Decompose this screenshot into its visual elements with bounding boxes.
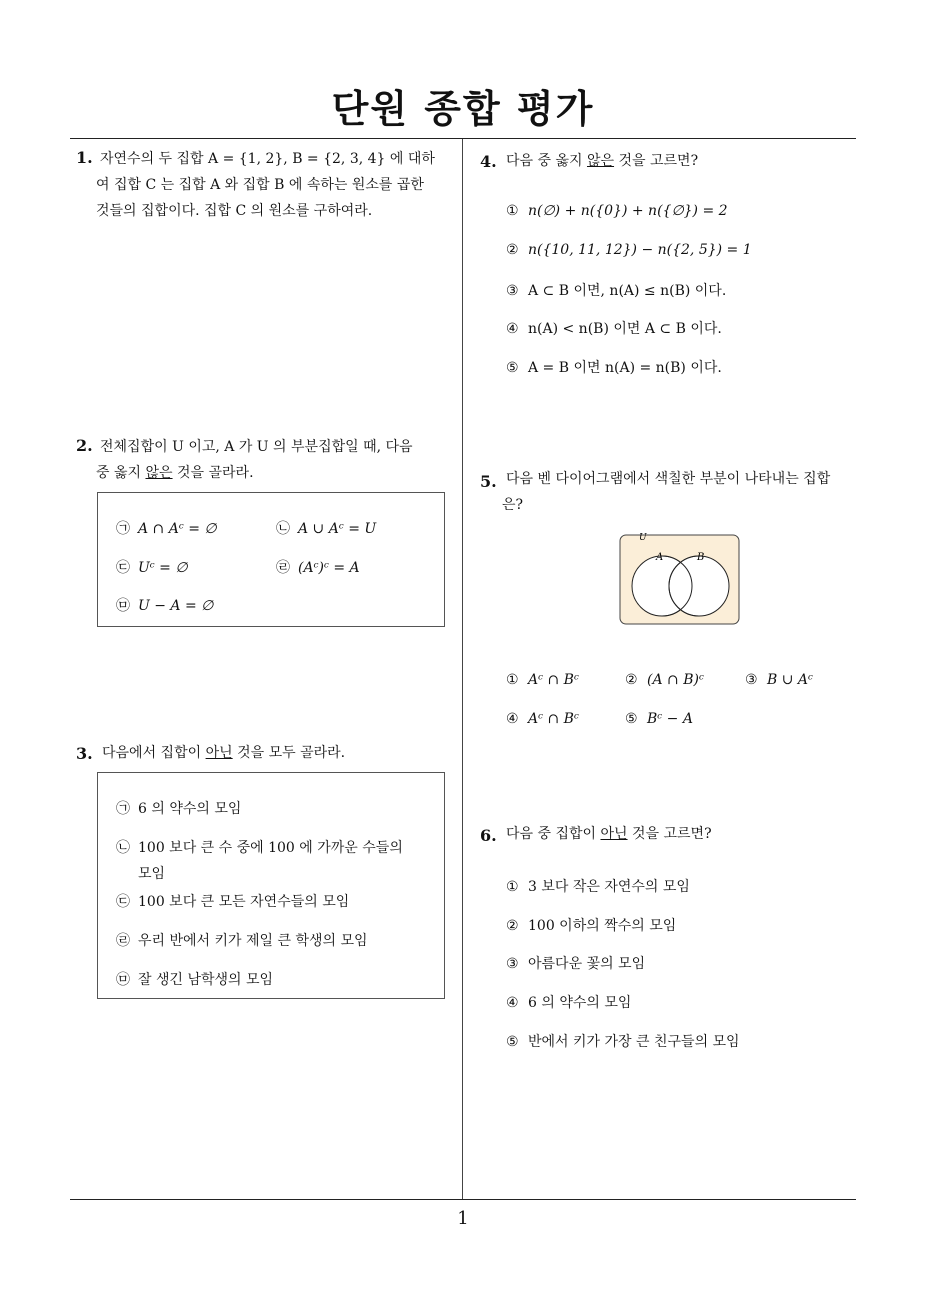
q2-choice: ㉣ (Aᶜ)ᶜ = A [276, 560, 360, 576]
q1-line-1: 자연수의 두 집합 A = {1, 2}, B = {2, 3, 4} 에 대하 [100, 151, 435, 167]
q1-line-3: 것들의 집합이다. 집합 C 의 원소를 구하여라. [96, 203, 373, 219]
q4-option: ⑤ A = B 이면 n(A) = n(B) 이다. [506, 360, 722, 376]
question-number: 2. [76, 436, 93, 455]
q4-option: ④ n(A) < n(B) 이면 A ⊂ B 이다. [506, 321, 722, 337]
page-number: 1 [457, 1208, 469, 1229]
venn-label-u: U [639, 533, 647, 543]
question-6: 다음 중 집합이 아닌 것을 고르면? [506, 826, 712, 842]
q3-choice-cont: 모임 [138, 866, 166, 882]
q2-choice: ㉠ A ∩ Aᶜ = ∅ [116, 521, 217, 537]
q1-line-2: 여 집합 C 는 집합 A 와 집합 B 에 속하는 원소를 곱한 [96, 177, 424, 193]
question-number: 4. [480, 152, 497, 171]
question-number: 3. [76, 744, 93, 763]
venn-label-b: B [697, 552, 705, 563]
q5-option: ⑤ Bᶜ − A [625, 711, 693, 727]
question-2 [96, 434, 462, 486]
question-number: 6. [480, 826, 497, 845]
question-1 [96, 146, 462, 224]
column-divider [462, 139, 463, 1199]
venn-label-a: A [656, 552, 664, 563]
q6-option: ⑤ 반에서 키가 가장 큰 친구들의 모임 [506, 1034, 740, 1050]
q6-option: ② 100 이하의 짝수의 모임 [506, 918, 677, 934]
q2-line-2: 중 옳지 않은 것을 골라라. [96, 465, 254, 481]
q2-line-1: 전체집합이 U 이고, A 가 U 의 부분집합일 때, 다음 [100, 439, 413, 455]
q2-choice: ㉡ A ∪ Aᶜ = U [276, 521, 377, 537]
top-rule [70, 138, 856, 139]
bottom-rule [70, 1199, 856, 1200]
q2-choice: ㉢ Uᶜ = ∅ [116, 560, 188, 576]
q4-option: ② n({10, 11, 12}) − n({2, 5}) = 1 [506, 242, 752, 258]
q3-choice: ㉠ 6 의 약수의 모임 [116, 801, 242, 817]
venn-diagram [619, 532, 741, 626]
q3-choice: ㉡ 100 보다 큰 수 중에 100 에 가까운 수들의 [116, 840, 403, 856]
q6-option: ① 3 보다 작은 자연수의 모임 [506, 879, 690, 895]
question-4: 다음 중 옳지 않은 것을 고르면? [506, 153, 699, 169]
q5-option: ④ Aᶜ ∩ Bᶜ [506, 711, 579, 727]
question-5 [502, 466, 858, 518]
question-number: 1. [76, 148, 93, 167]
question-number: 5. [480, 472, 497, 491]
q3-choice: ㉢ 100 보다 큰 모든 자연수들의 모임 [116, 894, 350, 910]
q6-option: ④ 6 의 약수의 모임 [506, 995, 632, 1011]
q5-line-2: 은? [502, 497, 524, 513]
question-3: 다음에서 집합이 아닌 것을 모두 골라라. [102, 745, 346, 761]
q4-option: ③ A ⊂ B 이면, n(A) ≤ n(B) 이다. [506, 283, 727, 299]
page-title: 단원 종합 평가 [331, 87, 595, 131]
q5-option: ② (A ∩ B)ᶜ [625, 672, 704, 688]
q4-option: ① n(∅) + n({0}) + n({∅}) = 2 [506, 203, 728, 219]
q6-option: ③ 아름다운 꽃의 모임 [506, 956, 646, 972]
q3-choice: ㉣ 우리 반에서 키가 제일 큰 학생의 모임 [116, 933, 368, 949]
q5-option: ① Aᶜ ∩ Bᶜ [506, 672, 579, 688]
q2-choice: ㉤ U − A = ∅ [116, 598, 214, 614]
q5-option: ③ B ∪ Aᶜ [745, 672, 813, 688]
q3-choice: ㉤ 잘 생긴 남학생의 모임 [116, 972, 274, 988]
q5-line-1: 다음 벤 다이어그램에서 색칠한 부분이 나타내는 집합 [506, 471, 831, 487]
